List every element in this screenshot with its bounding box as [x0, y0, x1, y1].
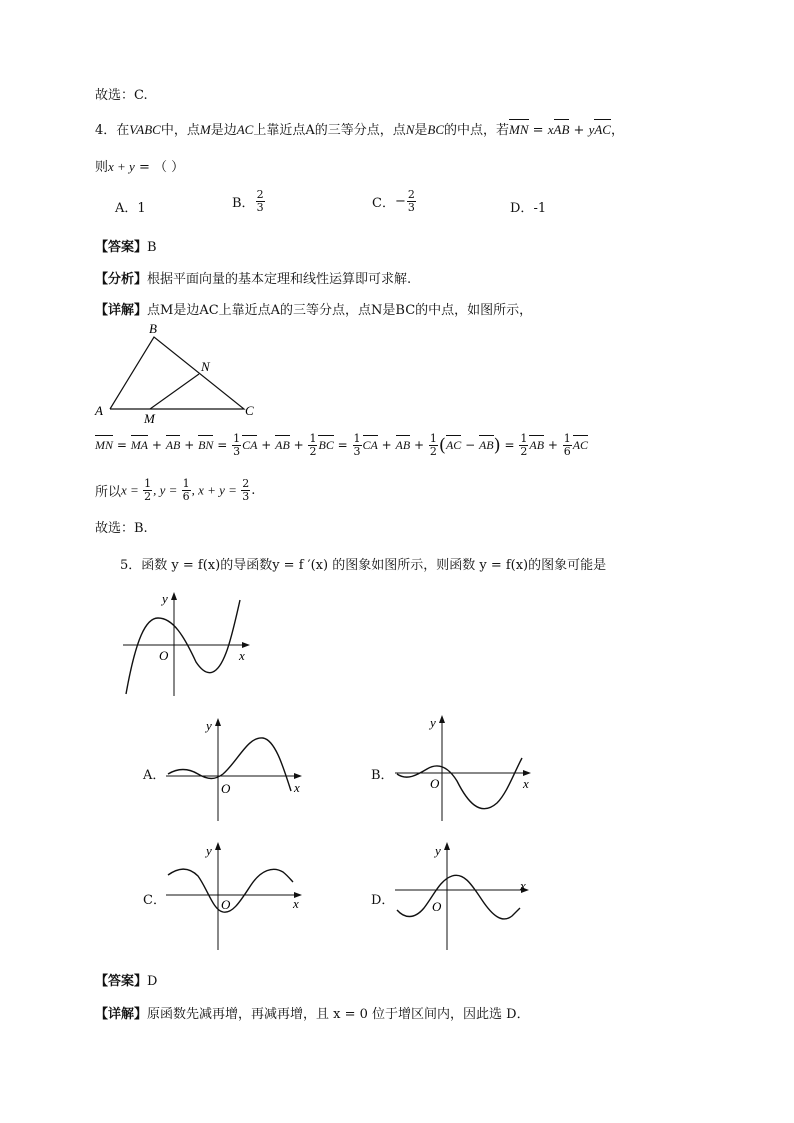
- q5-option-c-label: C．: [143, 893, 166, 908]
- svg-text:x: x: [523, 776, 529, 791]
- q4-option-c: C．− $\frac{2}{3}$: [372, 188, 415, 214]
- q4-detail: 【详解】点M是边AC上靠近点A的三等分点，点N是BC的中点，如图所示，: [95, 303, 533, 318]
- q5-option-d-graph: [392, 840, 542, 952]
- svg-text:y: y: [206, 843, 212, 858]
- svg-text:y: y: [435, 843, 441, 858]
- q4-option-a: A．1: [115, 201, 146, 216]
- q4-final: 故选：B.: [95, 521, 148, 536]
- q4-option-b: B． $\frac{2}{3}$: [232, 188, 264, 214]
- segment-mn: [150, 374, 199, 409]
- q5-option-d-label: D．: [371, 893, 395, 908]
- svg-text:O: O: [221, 897, 231, 912]
- y-arrow: [171, 592, 177, 600]
- q5-option-a-graph: [163, 716, 313, 826]
- q5-option-b-graph: [392, 713, 542, 823]
- svg-text:y: y: [162, 591, 168, 606]
- q5-option-b-label: B．: [371, 768, 394, 783]
- svg-text:x: x: [520, 878, 526, 893]
- svg-text:y: y: [206, 718, 212, 733]
- label-c: C: [245, 403, 254, 418]
- previous-answer: 故选：C.: [95, 88, 148, 103]
- q5-detail: 【详解】原函数先减再增，再减再增，且 x = 0 位于增区间内，因此选 D．: [95, 1007, 530, 1022]
- q4-vector-equation: MN = MA + AB + BN = $\frac{1}{3}$ CA + AB + $\frac{1}{2}$ BC = $\frac{1}{3}$ CA + AB + $\frac{1}{2}$ (AC − AB) = $\frac{1}{2}$ AB + $\frac{1}{6}$ AC: [95, 432, 589, 458]
- q4-stem: 4．在VABC中，点M是边AC上靠近点A的三等分点，点N是BC的中点，若MN = xAB + yAC，: [95, 122, 624, 138]
- curve-d: [397, 875, 520, 919]
- q4-stem-line2: 则x + y = （ ）: [95, 159, 185, 175]
- derivative-graph: [118, 588, 258, 698]
- svg-text:y: y: [430, 715, 436, 730]
- svg-text:x: x: [294, 780, 300, 795]
- q4-answer: 【答案】B: [95, 240, 157, 255]
- triangle-figure: [90, 318, 270, 428]
- q4-analysis: 【分析】根据平面向量的基本定理和线性运算即可求解.: [95, 272, 412, 287]
- curve-c: [168, 869, 293, 912]
- svg-text:x: x: [293, 896, 299, 911]
- svg-text:O: O: [159, 648, 169, 663]
- q5-answer: 【答案】D: [95, 974, 158, 989]
- svg-text:x: x: [239, 648, 245, 663]
- svg-text:O: O: [432, 899, 442, 914]
- curve-b: [397, 758, 522, 809]
- derivative-curve: [126, 600, 240, 694]
- svg-text:O: O: [221, 781, 231, 796]
- q4-conclusion: 所以x = $\frac{1}{2}$ , y = $\frac{1}{6}$ , x + y = $\frac{2}{3}$ .: [95, 477, 256, 503]
- label-m: M: [144, 411, 155, 426]
- q4-option-d: D．-1: [510, 201, 547, 216]
- label-b: B: [149, 321, 157, 336]
- q5-option-c-graph: [163, 840, 313, 952]
- label-n: N: [201, 359, 210, 374]
- q5-option-a-label: A．: [143, 768, 166, 783]
- svg-text:O: O: [430, 776, 440, 791]
- triangle-outline: [110, 337, 244, 409]
- label-a: A: [95, 403, 103, 418]
- q5-stem: 5．函数 y = f(x)的导函数y = f ′(x) 的图象如图所示，则函数 y = f(x)的图象可能是: [120, 558, 607, 573]
